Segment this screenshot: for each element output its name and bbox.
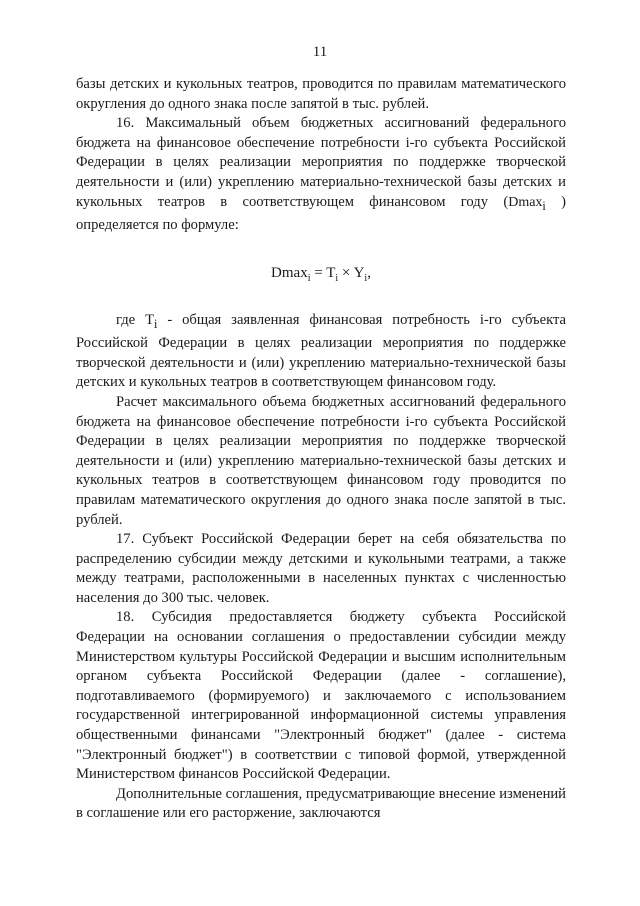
paragraph-continuation: базы детских и кукольных театров, проводится по правилам математического округления до одного знака после запятой в тыс. рублей.: [76, 76, 566, 112]
formula-y-subscript: i: [364, 272, 368, 284]
paragraph-17: 17. Субъект Российской Федерации берет на себя обязательства по распределению субсидии между детскими и кукольными театрами, а также между театрами, расположенными в населенных пунктах с численностью населения до 300 тыс. человек.: [76, 531, 566, 606]
paragraph-calculation: Расчет максимального объема бюджетных ассигнований федерального бюджета на финансовое обеспечение потребности i-го субъекта Российской Федерации в целях реализации мероприятия по поддержке творческой деятельности и (или) укреплению материально-технической базы детских и кукольных театров в соответствующем финансовом году проводится по правилам математического округления до одного знака после запятой в тыс. рублей.: [76, 393, 566, 528]
dmax-symbol: Dmax: [508, 194, 543, 210]
formula-lhs-subscript: i: [307, 272, 311, 284]
paragraph-16: 16. Максимальный объем бюджетных ассигнований федерального бюджета на финансовое обеспечение потребности i-го субъекта Российской Федерации в целях реализации мероприятия по поддержке творческой деятельности и (или) укреплению материально-технической базы детских и кукольных театров в соответствующем финансовом году (Dmax$_i$ ) определяется по формуле:: [76, 115, 567, 234]
formula-t: T: [326, 264, 336, 281]
formula-t-subscript: i: [335, 272, 339, 284]
where-symbol: T: [145, 311, 155, 328]
paragraph-16-tail: ) определяется по формуле:: [76, 193, 567, 234]
page-number: 11: [312, 44, 328, 60]
where-prefix: где: [116, 311, 146, 328]
formula: [76, 254, 566, 292]
paragraph-18: 18. Субсидия предоставляется бюджету субъекта Российской Федерации на основании соглашения о предоставлении субсидии между Министерством культуры Российской Федерации и высшим исполнительным органом субъекта Российской Федерации (далее - соглашение), подготавливаемого (формируемого) и заключаемого с использованием государственной интегрированной информационной системы управления общественными финансами "Электронный бюджет" (далее - система "Электронный бюджет") в соответствии с типовой формой, утвержденной Министерством финансов Российской Федерации.: [76, 609, 566, 783]
where-text: - общая заявленная финансовая потребность i-го субъекта Российской Федерации в целях реализации мероприятия по поддержке творческой деятельности и (или) укреплению материально-технической базы детских и кукольных театров в соответствующем финансовом году.: [76, 311, 567, 391]
paragraph-where: [76, 311, 566, 393]
paragraph-additional: Дополнительные соглашения, предусматривающие внесение изменений в соглашение или его расторжение, заключаются: [76, 785, 566, 822]
formula-y: Y: [353, 264, 365, 281]
where-subscript: i: [154, 316, 158, 331]
formula-lhs: Dmax: [271, 264, 308, 281]
document-body: [76, 75, 566, 824]
formula-times: ×: [338, 264, 354, 281]
formula-end: ,: [367, 264, 371, 281]
paragraph-16-text: 16. Максимальный объем бюджетных ассигнований федерального бюджета на финансовое обеспечение потребности i-го субъекта Российской Федерации в целях реализации мероприятия по поддержке творческой деятельности и (или) укреплению материально-технической базы детских и кукольных театров в соответствующем финансовом году: [76, 115, 566, 210]
dmax-subscript: i: [542, 198, 546, 213]
formula-equals: =: [310, 264, 327, 281]
